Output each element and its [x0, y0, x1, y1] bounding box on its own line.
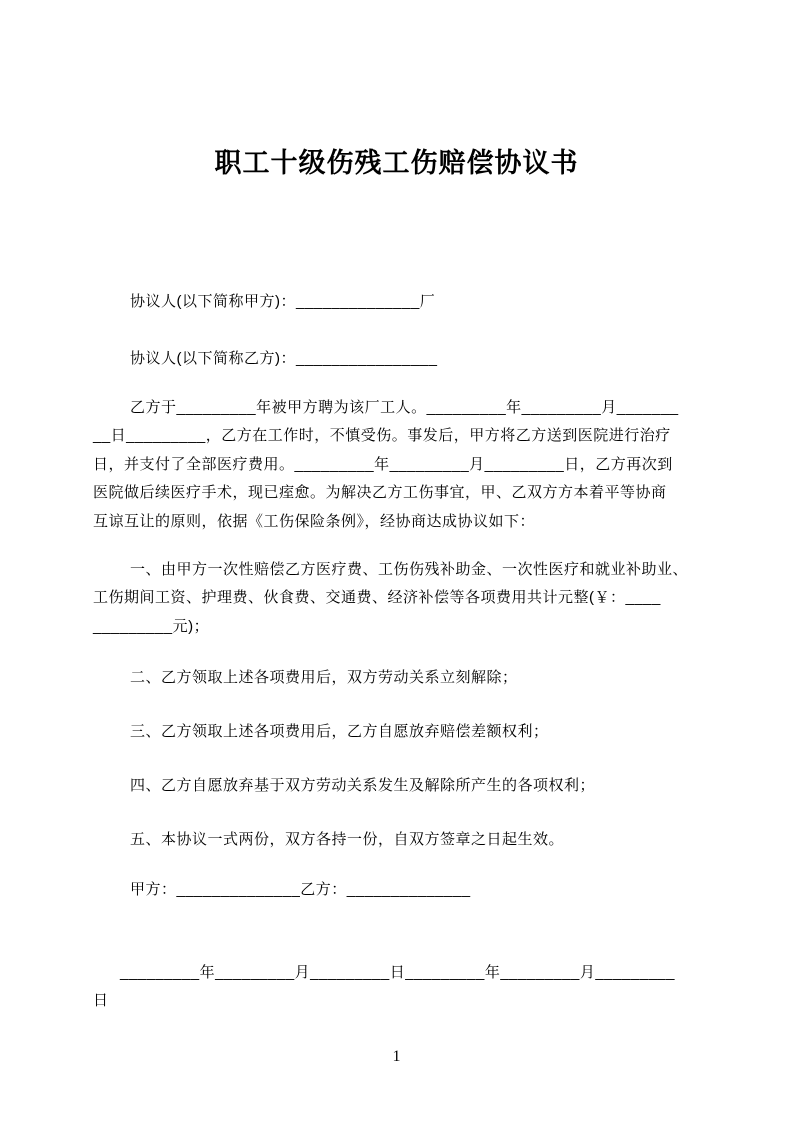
text-line: _________元)；: [93, 617, 210, 635]
page-number: 1: [392, 1048, 401, 1065]
text-line: 一、由甲方一次性赔偿乙方医疗费、工伤伤残补助金、一次性医疗和就业补助业、: [130, 561, 689, 578]
text-line: 四、乙方自愿放弃基于双方劳动关系发生及解除所产生的各项权利；: [130, 777, 596, 794]
document-title: 职工十级伤残工伤赔偿协议书: [214, 148, 579, 178]
clause-2: [93, 664, 707, 692]
clause-1: [93, 556, 707, 641]
text-line: 二、乙方领取上述各项费用后，双方劳动关系立刻解除；: [130, 669, 518, 686]
text-line: __日_________，乙方在工作时，不慎受伤。事发后，甲方将乙方送到医院进行治疗: [93, 427, 671, 445]
intro-paragraph: [93, 394, 707, 536]
text-line: 互谅互让的原则，依据《工伤保险条例》，经协商达成协议如下：: [93, 512, 536, 530]
clause-5: [93, 826, 707, 854]
text-line: 日: [93, 992, 109, 1010]
text-line: 三、乙方领取上述各项费用后，乙方自愿放弃赔偿差额权利；: [130, 723, 549, 740]
text-line: 工伤期间工资、护理费、伙食费、交通费、经济补偿等各项费用共计元整(￥：____: [93, 589, 661, 607]
clause-3: [93, 718, 707, 746]
text-line: 五、本协议一式两份，双方各持一份，自双方签章之日起生效。: [130, 831, 565, 848]
text-line: _________年_________月_________日_________年_________月_________: [120, 964, 675, 981]
party-a-line: 协议人(以下简称甲方)：______________厂: [130, 293, 436, 310]
text-line: 乙方于_________年被甲方聘为该厂工人。_________年_________月_______: [130, 399, 679, 416]
signature-line: 甲方：______________乙方：______________: [130, 881, 471, 898]
party-b-line: 协议人(以下简称乙方)：________________: [130, 350, 438, 367]
text-line: 医院做后续医疗手术，现已痓愈。为解决乙方工伤事宜，甲、乙双方方本着平等协商: [93, 484, 667, 502]
date-line: [93, 959, 707, 1016]
clause-4: [93, 772, 707, 800]
text-line: 日，并支付了全部医疗费用。_________年_________月_________日，乙方再次到: [93, 455, 673, 473]
